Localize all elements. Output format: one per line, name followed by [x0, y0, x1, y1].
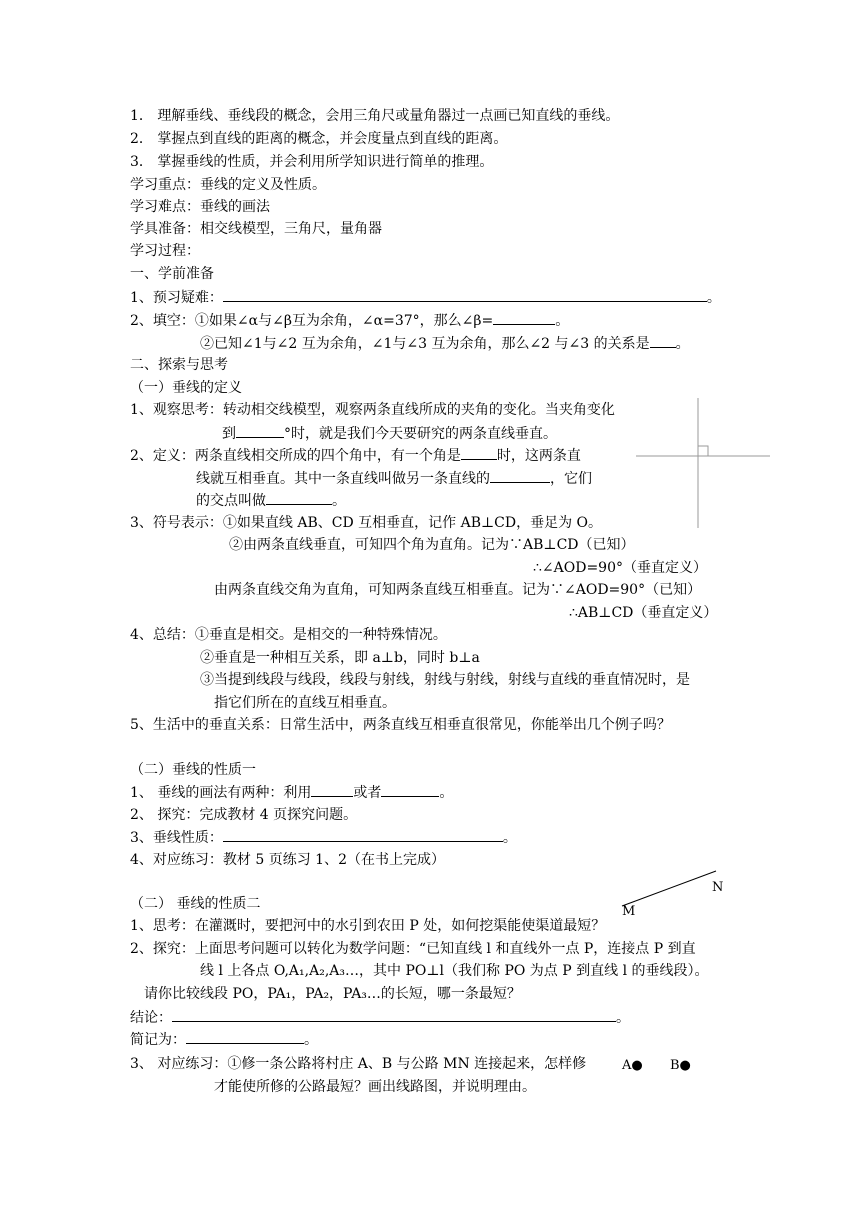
method-1-blank[interactable] [311, 782, 353, 797]
foot-blank[interactable] [266, 490, 332, 505]
summary-line-b: ②垂直是一种相互关系，即 a⊥b，同时 b⊥a [200, 650, 480, 666]
perpendicular-blank[interactable] [490, 468, 550, 483]
process: 学习过程： [130, 243, 200, 259]
property-blank[interactable] [223, 827, 503, 842]
observe-line-b: 到 °时，就是我们今天要研究的两条直线垂直。 [222, 423, 557, 443]
symbol-line-b: ②由两条直线垂直，可知四个角为直角。记为∵AB⊥CD（已知） [229, 537, 635, 553]
right-angle-blank[interactable] [461, 445, 497, 460]
symbol-line-c: ∴∠AOD=90°（垂直定义） [533, 560, 707, 576]
exercise-1: 4、对应练习：教材 5 页练习 1、2（在书上完成） [130, 852, 445, 868]
objective-3: 3． 掌握垂线的性质，并会利用所学知识进行简单的推理。 [130, 154, 494, 170]
explore-2-line-a: 2、探究：上面思考问题可以转化为数学问题：“已知直线 l 和直线外一点 P，连接点 P 到直 [130, 941, 696, 957]
right-angle-marker [698, 446, 708, 456]
explore-2-line-b: 线 l 上各点 O,A₁,A₂,A₃…，其中 PO⊥l（我们称 PO 为点 P 到直线 l 的垂线段）。 [200, 963, 709, 979]
drawing-methods: 1、 垂线的画法有两种：利用 或者 。 [130, 782, 453, 802]
section-2-title: 二、探索与思考 [130, 357, 228, 373]
conclusion-blank[interactable] [172, 1007, 616, 1022]
symbol-line-d: 由两条直线交角为直角，可知两条直线互相垂直。记为∵∠AOD=90°（已知） [214, 582, 702, 598]
beta-blank[interactable] [493, 310, 555, 325]
key-point: 学习重点：垂线的定义及性质。 [130, 177, 326, 193]
compare-question: 请你比较线段 PO，PA₁，PA₂，PA₃…的长短，哪一条最短？ [144, 986, 521, 1002]
section-1-title: 一、学前准备 [130, 266, 214, 282]
short-form-blank[interactable] [186, 1029, 304, 1044]
observe-line-a: 1、观察思考：转动相交线模型，观察两条直线所成的夹角的变化。当夹角变化 [130, 402, 615, 418]
angle-relation-blank[interactable] [650, 333, 676, 348]
symbol-line-a: 3、符号表示：①如果直线 AB、CD 互相垂直，记作 AB⊥CD，垂足为 O。 [130, 515, 603, 531]
road-mn-line [622, 871, 716, 906]
definition-line-a: 2、定义：两条直线相交所成的四个角中，有一个角是 时，这两条直 [130, 445, 581, 465]
definition-line-c: 的交点叫做 。 [196, 490, 346, 510]
fill-line-b: ②已知∠1与∠2 互为余角，∠1与∠3 互为余角，那么∠2 与∠3 的关系是 。 [200, 333, 690, 353]
summary-line-d: 指它们所在的直线互相垂直。 [214, 695, 396, 711]
difficulty: 学习难点：垂线的画法 [130, 199, 270, 215]
fill-line-a: 2、填空：①如果∠α与∠β互为余角，∠α=37°，那么∠β= 。 [130, 310, 569, 330]
subsection-1-title: （一）垂线的定义 [130, 380, 242, 396]
tools: 学具准备：相交线模型，三角尺，量角器 [130, 221, 382, 237]
symbol-line-e: ∴AB⊥CD（垂直定义） [569, 605, 718, 621]
property-line: 3、垂线性质： 。 [130, 827, 517, 847]
conclusion-line: 结论： 。 [130, 1007, 630, 1027]
definition-line-b: 线就互相垂直。其中一条直线叫做另一条直线的 ，它们 [196, 468, 592, 488]
summary-line-a: 4、总结：①垂直是相交。是相交的一种特殊情况。 [130, 627, 447, 643]
explore-1: 2、 探究：完成教材 4 页探究问题。 [130, 807, 358, 823]
village-b: B● [670, 1058, 691, 1073]
angle-degree-blank[interactable] [236, 423, 284, 438]
method-2-blank[interactable] [381, 782, 439, 797]
label-n: N [712, 880, 724, 895]
short-form-line: 简记为： 。 [130, 1029, 318, 1049]
label-m: M [622, 904, 636, 919]
preview-blank[interactable] [223, 287, 707, 302]
summary-line-c: ③当提到线段与线段，线段与射线，射线与射线，射线与直线的垂直情况时，是 [200, 672, 690, 688]
village-a: A● [622, 1058, 643, 1073]
preview-line: 1、预习疑难： 。 [130, 287, 721, 307]
objective-1: 1． 理解垂线、垂线段的概念，会用三角尺或量角器过一点画已知直线的垂线。 [130, 108, 620, 124]
subsection-2-title: （二）垂线的性质一 [130, 762, 256, 778]
exercise-2-line-a: 3、 对应练习：①修一条公路将村庄 A、B 与公路 MN 连接起来，怎样修 [130, 1056, 587, 1072]
objective-2: 2． 掌握点到直线的距离的概念，并会度量点到直线的距离。 [130, 131, 508, 147]
life-example: 5、生活中的垂直关系：日常生活中，两条直线互相垂直很常见，你能举出几个例子吗？ [130, 717, 671, 733]
think-question: 1、思考：在灌溉时，要把河中的水引到农田 P 处，如何挖渠能使渠道最短？ [130, 918, 606, 934]
preview-label: 1、预习疑难： [130, 290, 223, 306]
subsection-3-title: （二） 垂线的性质二 [130, 896, 261, 912]
exercise-2-line-b: 才能使所修的公路最短？画出线路图，并说明理由。 [214, 1079, 536, 1095]
